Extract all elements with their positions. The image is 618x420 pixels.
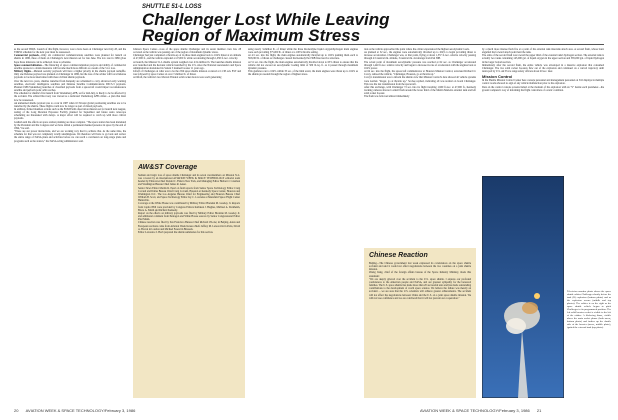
col1-paragraph: Manned security payloads will have a higher priority in the shuttle payload reshuffle. Only one Defense payload was planned on Challenger in 1986, but the loss of the orbiter will force Defense payloads to be more intertwined with more civilian shuttle payloads. [14,70,127,80]
col3-paragraph: At 51 sec. into the flight, the main engines automatically throttled down to 65% thrust to ensure that the vehicle did not exceed an aerodynamic loading limit of 580 lb./sq. ft. as it passed through maximum dynamic pressure. [248,60,358,70]
column-1: as the second TDRS. Launch of this flight, however, was to have been on Challenger next July 28, and the TDRSS schedule for the next year must be reassessed. Commercial payloads—Only six commercial communications satellites were planned for launch on shuttle in 1986, three of them on Challenger's next mission set for late June. The low rate in 1986 gives hope those missions can be achieved close to schedule. Space commercialization—The financing of space commercialization projects and ability of commercial satellite sponsors to obtain insurance will become much more difficult as a result of the 51-L loss. Military flights—Manned security payloads will have a higher priority in the shuttle payload reshuffle. Only one Defense payload was planned on Challenger in 1986, but the loss of the orbiter will force Defense payloads to be more intertwined with more civilian shuttle payloads. Over the next two years, shuttles launched from Kennedy are scheduled to carry advanced early warning satellites, electronic intelligence satellites and Defense Satellite Communications DSCS-3 payloads. Planned 1986 Vandenberg launches of classified payloads from a spacecraft would impact reconnaissance satellite and perform polar orbit reaches. The schedule for shuttle's first launch from Vandenberg AFB, set for mid-July, is likely to be be affected by the accident. The orbiter Discovery was viewed as a dedicated Vandenberg AFB orbiter—a plan that must now be reassessed. An unmanned shuttle payload was to occur in 1987 when 10 Navstar global positioning satellites are to be launched by the shuttle. These flights could now be longer as part of mixed payloads. In addition, firmed manifest actions such as the EOM Earth observation mission set for launch next August, testing of the Long Duration Exposure Facility planned for September and future Astro telescope scheduling are threatened with delays. A major effort will be required to catch up with more critical payloads. Graham said the effects on space station planning are more complex. "The space station has been mandated by the President and the Congress and we have tabled a permanent manned presence in space by the end of 1994," he said. "These are our power instructions, and we are working very hard to achieve that. At the same time, the schedule for that was not completely totally unambiguous. We therefore will have to go back and review the entire range of NASA plans and activities before we can reach a conclusion on long-range plans and programs such as the station," the NASA acting administrator said. [14,48,127,143]
footer-left-label: AVIATION WEEK & SPACE TECHNOLOGY/February 3, 1986 [25,408,136,413]
sidebar-chinese-paragraph: Zhang Jiang, chief of the foreign affairs bureau of the Space Industry Ministry, made this statement: [369,271,471,278]
col1-paragraph: Only six commercial communications satellites were planned for launch on shuttle in 1986, three of them on Challenger's next mission set for late June. The low rate in 1986 gives hope those missions can be achieved close to schedule. [14,54,126,64]
page-number-right: 21 [536,408,542,413]
col1-paragraph: Over the next two years, shuttles launched from Kennedy are scheduled to carry advanced early warning satellites, electronic intelligence satellites and Defense Satellite Communications DSCS-3 payloads. Planned 1986 Vandenberg launches of classified payloads from a spacecraft would impact reconnaissance satellite and perform polar orbit reaches. [14,79,126,93]
sidebar-coverage-paragraph: Sudden and tragic loss of space shuttle Challenger and its seven crewmembers on Mission 51-L was covered by an international AVIATION WEEK & SPACE TECHNOLOGY editorial team headed by Editor-in-Chief Donald C. Fink in New York, and Managing Editor Herbert J. Coleman and Washington Bureau Chief James R. Asker. [138,174,240,187]
col5-paragraph: by a much more intense flash fire at a point of the external tank intertank attach area. A second flash, whose burst engulfed the forward attach point bent the tank. [482,48,604,55]
col4-paragraph: tion as the vehicle approached the point where the orbiter experienced the highest aerodynamic loads. [364,48,470,51]
footer-right-label: AVIATION WEEK & SPACE TECHNOLOGY/February 3, 1986 [420,408,530,413]
col5-paragraph: In the Shuttle Mission Control Center here console personnel and management personnel on 516 displays in multiple control rooms showed no sign of any vehicle malfunction prior to the explosion. [482,79,604,86]
sidebar-coverage-paragraph: Report on the effects on military payloads was filed by Military Editor Brendan M. Greeley Jr. and additional comment from Pentagon and White House sources by Senior Congressional Editor Paul Mann. [138,211,240,222]
sidebar-coverage-title: AW&ST Coverage [138,164,198,171]
col4-paragraph: As planned at 52 sec., the engines were automatically throttled up to 104% to begin providing thrust to increase acceleration. Challenger was, at that point, flying at about 1,357 ft./sec. relative velocity passing through 4.5 nautical mi. altitude, 3 nautical mi. downrange from Pad 39B. [364,51,476,61]
col4-paragraph: The actual point of maximum aerodynamic pressure was reached at 62 sec. as Challenger accelerated through 1,440 ft./sec. relative velocity and began to increase its rate of acceleration with the engines back at 104% power. [364,60,476,70]
header-rule [14,44,604,45]
page-number-left: 20 [14,408,19,413]
col3-paragraph: using nearly 3-million lb. of thrust while the three Rocketdyne liquid oxygen/hydrogen main engines were each providing 375,000 lb. of thrust at a 100% throttle setting. [248,48,358,55]
section-label: SHUTTLE 51-L LOSS [142,4,202,10]
col2-paragraph: At launch, the Mission 51-L shuttle system weighed over 4.52-million lb. The launches shuttle mission ever launched and the heaviest vehicle launched by the U.S. since the National Aeronautics and Space Administration abandoned its Saturn 5 manned booster 11 years ago. [133,60,241,70]
col3-paragraph: At 4.5 sec. into the flight, the main engines automatically throttled up to 104% pushing them each to 393,000 lb. of thrust as Challenger cleared the Kennedy Pad 39B fixed service structure. [248,54,358,61]
headline-line-2: Region of Maximum Stress [142,26,361,45]
col1-paragraph: The schedule for shuttle's first launch from Vandenberg AFB, set for mid-July, is likely to be be affected by the accident. The orbiter Discovery was viewed as a dedicated Vandenberg AFB orbiter—a plan that must now be reassessed. [14,92,126,102]
sidebar-chinese-title: Chinese Reaction [369,252,428,259]
explosion-image [482,176,564,398]
headline-line-1: Challenger Lost While Leaving [142,10,390,29]
col1-paragraph: In addition, firmed manifest actions such as the EOM Earth observation mission set for launch next August, testing of the Long Duration Exposure Facility planned for September and future Astro telescope scheduling are threatened with delays. A major effort will be required to catch up with more critical payloads. [14,107,126,121]
sidebar-chinese-paragraph: "We are deeply grieved over the accident to the U.S. space shuttle. I express our profound condolences to the American people and NASA, and our greatest sympathy for the bereaved families. The U.S. space shuttle has made more than 20 successful tests and has made outstanding contributions to the development of world space science. We believe the failure was merely an accident ... we are sure that the U.S. scientists will achieve greater achievements. The accident will not affect the negotiations between China and the U.S. on a joint space shuttle mission. We will not lose confidence and we are convinced that it will not prevent our cooperation." [369,277,471,300]
col3-paragraph: This guidance ran to 104% within 35 sec. of the limit event, the main engines were thrust up to 104% as the shuttle proceeded through the region of highest stress. [248,70,358,77]
sidebar-chinese-reaction [364,248,476,398]
col1-subhead-commercialization: Space commercialization [14,63,42,67]
sidebar-coverage-paragraph: Editor Lawrence J. Herb prepared the shuttle summaries for this section. [138,230,214,234]
col5-paragraph: Data on the control console screens halted at the moment of the explosion with an "S" beside each parameter—the ground computer's way of informing the flight controllers of a static condition. [482,85,604,92]
col5-paragraph: The arms of the second flash was toward the upper third of the external tank's hydrogen section. The external tank is actually two tanks containing 143,000 gal. of liquid oxygen in the upper section and 385,000 gal. of liquid hydrogen in the larger bottom section. [482,54,604,64]
column-5 [482,48,604,92]
footer-left [14,408,135,413]
col1-subhead-military: Military flights [14,70,32,74]
sidebar-coverage-paragraph: Senior News Editor Martin R. Pearl on field reports from Senior Space Technology Editor Craig Covault and Dallas Bureau Chief Craig Covault, Houston at Kennedy Space Center, Houston and Washington D.C. The Los Angeles Bureau Chief for Engineering and Houston Bureau Chief William B. Scott, and Space Technology Editor Jay C. Lowndes at Mansfield Space Flight Center Huntsville. [138,186,240,203]
col4-paragraph: After this exchange, with Challenger 72 sec. into its flight traveling 1,900 ft./sec. at 47,000 ft., Kennedy tracking cameras showed a small flash around the lower third of the Martin Marietta external tank and left solid rocket booster. [364,85,476,96]
sidebar-coverage-paragraph: Coverage at the White House was contributed by Military Editor Brendan M. Greeley, Jr. Reports from Capitol Hill were provided by Congress Editors Kathleen J. Hughes, Michael A. Dornheim, Bruce A. Smith and Richard Kennedy. [138,202,240,212]
col5-paragraph: Immediately after the second flash, the entire vehicle was enveloped in a massive explosion that consumed Challenger. The two solid rocket boosters flew out of the explosion and continued on a curved trajectory until destroyed by U.S. Air Force range safety officers about 20 sec. later. [482,63,604,74]
col1-paragraph: Graham said the effects on space station planning are more complex. "The space station has been mandated by the President and the Congress and we have tabled a permanent manned presence in space by the end of 1994," he said. [14,120,126,130]
photo-caption [567,290,611,329]
col1-paragraph: The financing of space commercialization projects and ability of commercial satellite sponsors to obtain insurance will become much more difficult as a result of the 51-L loss. [14,63,126,70]
column-4 [364,48,476,99]
col4-paragraph: Covey's transmission was to inform the shuttle crew that Mission Control's data showed all vehicle systems were normal. "Roger, go at throttle up," Scobee replied, indicating all was normal on board Challenger. This was the last transmission from the spacecraft. [364,76,476,86]
column-3 [248,48,358,76]
tv-monitor-photo [482,176,564,398]
col4-paragraph: The flash was followed almost immediately [364,95,410,99]
headline [142,12,389,44]
col2-paragraph: Challenger had just completed a throttle-up of its three main engines back to 104% thrust at an altitude of 47,000 ft., and the vehicle exploded at 47,000 ft. while accelerating through 1,950 ft./sec. velocity. [133,54,241,61]
sidebar-chinese-paragraph: Beijing—The Chinese government last week expressed its condolences on the space shuttle accident and said it would not affect negotiations between the two countries on a joint shuttle mission. [369,262,471,272]
sidebar-coverage [133,160,245,398]
col4-paragraph: At 64 sec. into the flight, the spacecraft communicator at Houston Mission Control, astronaut Richard O. Covey, radioed the vehicle, "Challenger, Houston, go at throttle up." [364,70,476,77]
column-2 [133,48,241,80]
col1-subhead-commercial: Commercial payloads [14,54,39,58]
caption-text: Television monitor photo shows the space shuttle orbiter Challenger shortly before the tank (B) explosion (bottom photo) and as the explosion occurs (middle and top photos). The orbiter is on the right as the space shuttle vehicle began to pitch Challenger to its programmed position. The left solid booster rocket is visible to the left of the orbiter. A flickering flame, visible above the main rocket plume (both arrow, bottom photo) and farther up the shuttle side of the booster (arrow, middle photo), ignited the external tank (top photo). [567,290,611,329]
col2-paragraph: Liftoff of Challenger on what was to be the 25th space shuttle mission occurred at 11:38 a.m. EST and was followed by space Center on over 7-million lb. of thrust. [133,70,241,77]
col1-paragraph: An unmanned shuttle payload was to occur in 1987 when 10 Navstar global positioning satellites are to be launched by the shuttle. These flights could now be longer as part of mixed payloads. [14,101,126,108]
col1-paragraph: "These are our power instructions, and we are working very hard to achieve that. At the same time, the schedule for that was not completely totally unambiguous. We therefore will have to go back and review the entire range of NASA plans and activities before we can reach a conclusion on long-range plans and programs such as the station," the NASA acting administrator said. [14,130,126,143]
col5-subhead-mission-control: Mission Control [482,74,513,80]
col1-intro: as the second TDRS. Launch of this flight, however, was to have been on Challenger next July 28, and the TDRSS schedule for the next year must be reassessed. [14,48,126,55]
col2-paragraph: At liftoff, the vehicle's two Morton Thiokol solid rocket motors were each generating [133,76,222,80]
sidebar-coverage-paragraph: Chinese reaction was filed by San Francisco Bureau Chief Richard O'Lone; in Beijing. Asian and European reactions came from Aviation Week bureau chiefs Jeffrey M. Lenorovitz in Paris, David A. Brown in London and Michael Feazel in Brussels. [138,221,240,231]
col2-paragraph: Johnson Space Center—Loss of the space shuttle Challenger and its seven member crew Jan. 28 occurred as the vehicle was passing out of the region of maximum dynamic stress. [133,48,241,55]
footer-right [420,408,541,413]
